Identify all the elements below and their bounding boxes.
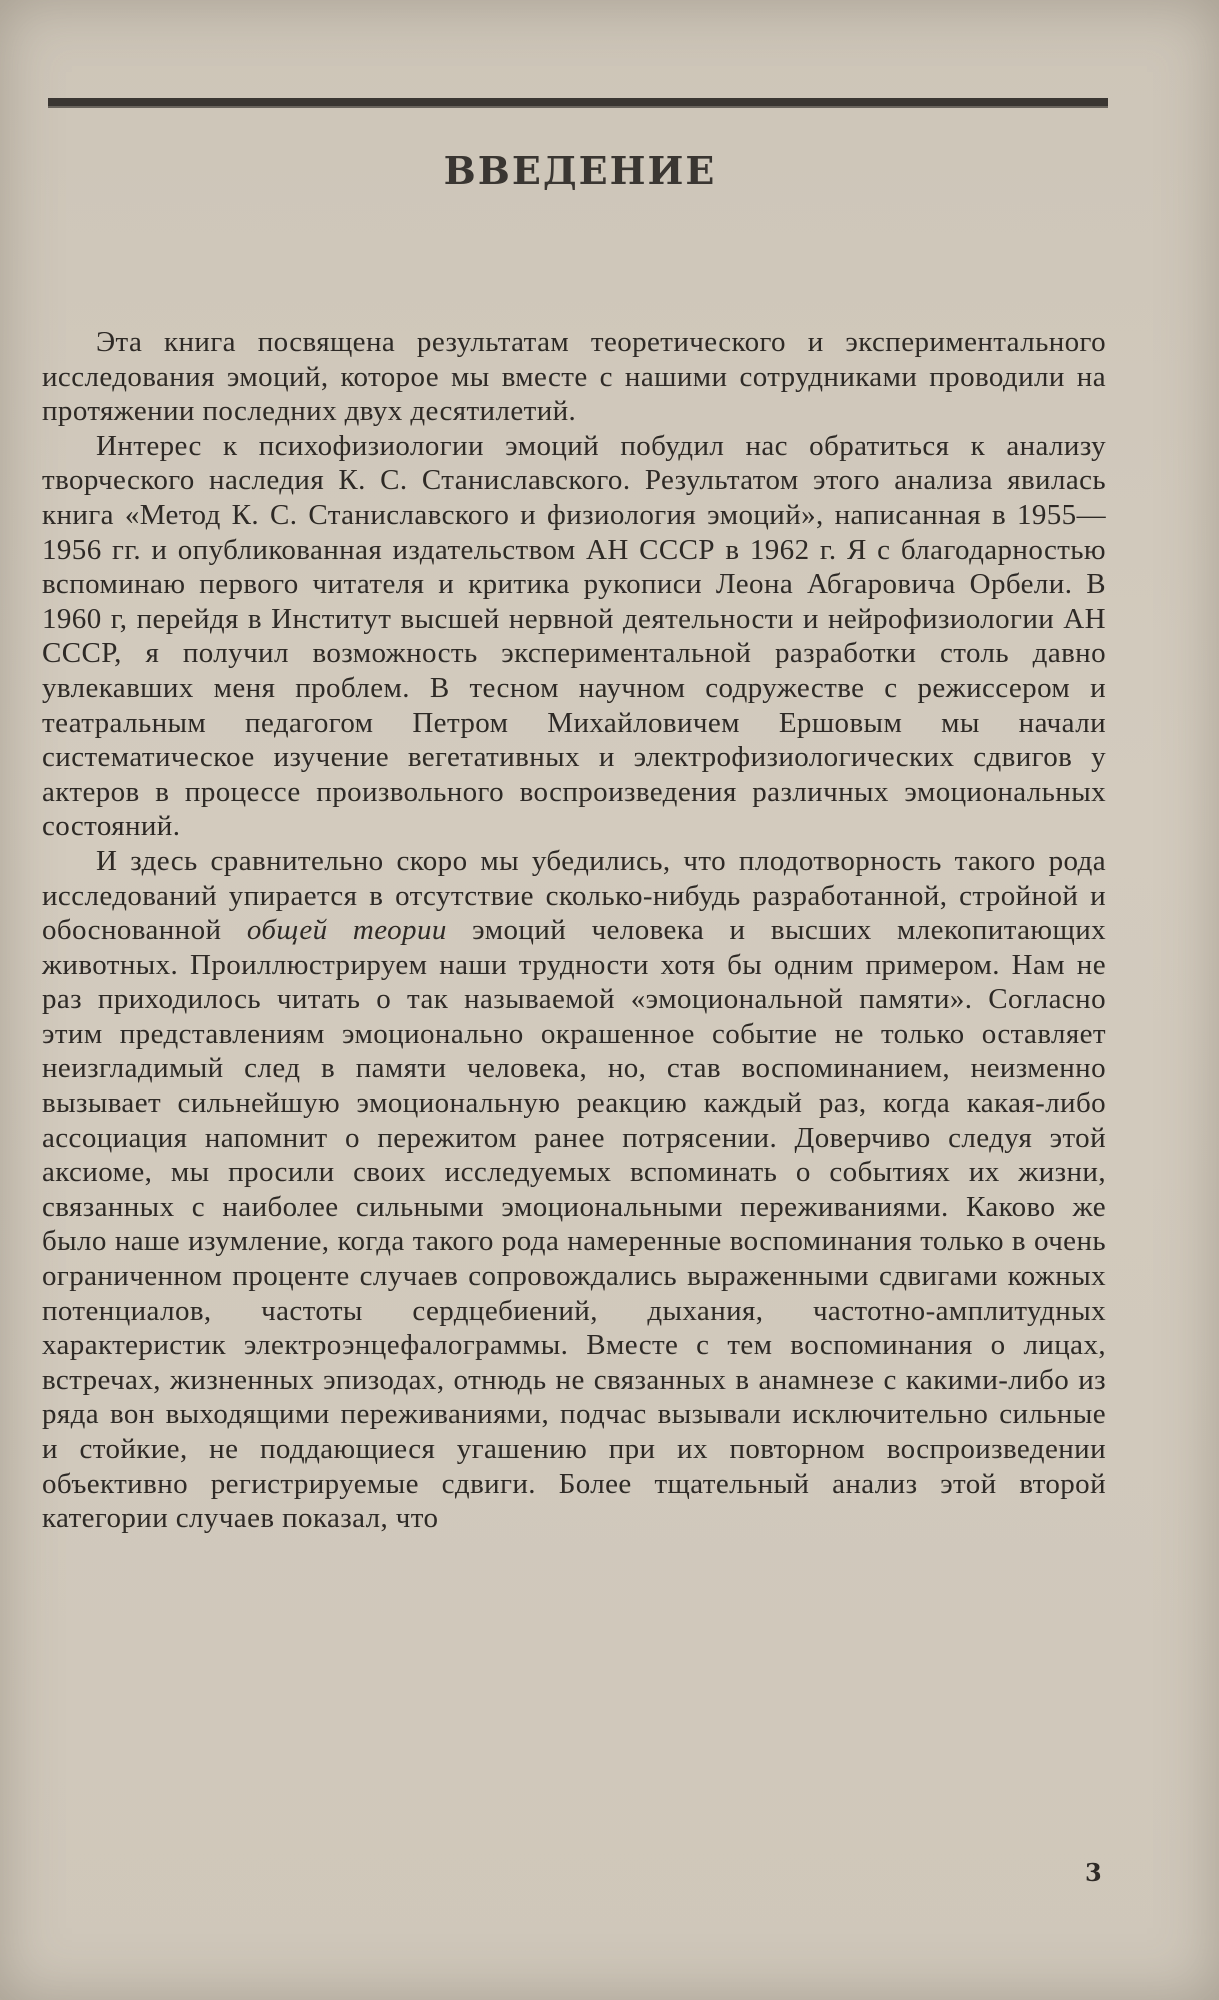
chapter-heading: ВВЕДЕНИЕ <box>443 148 717 193</box>
page-number: 3 <box>1085 1858 1102 1887</box>
paragraph-3-part-2: эмоций человека и высших млекопитающих животных. Проиллюстрируем наши трудности хотя бы одним примером. Нам не раз приходилось читать о так называемой «эмоциональной памяти». Согласно этим представлениям эмоционально окрашенное событие не только оставляет неизгладимый след в памяти человека, но, став воспоминанием, неизменно вызывает сильнейшую эмоциональную реакцию каждый раз, когда какая-либо ассоциация напомнит о пережитом ранее потрясении. Доверчиво следуя этой аксиоме, мы просили своих исследуемых вспоминать о событиях их жизни, связанных с наиболее сильными эмоциональными переживаниями. Каково же было наше изумление, когда такого рода намеренные воспоминания только в очень ограниченном проценте случаев сопровождались выраженными сдвигами кожных потенциалов, частоты сердцебиений, дыхания, частотно-амплитудных характеристик электроэнцефалограммы. Вместе с тем воспоминания о лицах, встречах, жизненных эпизодах, отнюдь не связанных в анамнезе с какими-либо из ряда вон выходящими переживаниями, подчас вызывали исключительно сильные и стойкие, не поддающиеся угашению при их повторном воспроизведении объективно регистрируемые сдвиги. Более тщательный анализ этой второй категории случаев показал, что <box>42 914 1107 1535</box>
emphasis-general-theory: общей теории <box>246 914 447 947</box>
paragraph-3 <box>42 844 1106 1536</box>
paragraph-2: Интерес к психофизиологии эмоций побудил нас обратиться к анализу творческого наследия К. С. Станиславского. Результатом этого анализа явилась книга «Метод К. С. Станиславского и физиология эмоций», написанная в 1955—1956 гг. и опубликованная издательством АН СССР в 1962 г. Я с благодарностью вспоминаю первого читателя и критика рукописи Леона Абгаровича Орбели. В 1960 г, перейдя в Институт высшей нервной деятельности и нейрофизиологии АН СССР, я получил возможность экспериментальной разработки столь давно увлекавших меня проблем. В тесном научном содружестве с режиссером и театральным педагогом Петром Михайловичем Ершовым мы начали систематическое изучение вегетативных и электрофизиологических сдвигов у актеров в процессе произвольного воспроизведения различных эмоциональных состояний. <box>42 429 1106 843</box>
paragraph-3-part-1: И здесь сравнительно скоро мы убедились, что плодотворность такого рода исследований упирается в отсутствие сколько-нибудь разработанной, стройной и обоснованной <box>42 844 1106 947</box>
top-rule-divider <box>48 98 1108 108</box>
body-text <box>42 325 1106 1536</box>
paragraph-1: Эта книга посвящена результатам теоретического и экспериментального исследования эмоций, которое мы вместе с нашими сотрудниками проводили на протяжении последних двух десятилетий. <box>42 326 1106 428</box>
